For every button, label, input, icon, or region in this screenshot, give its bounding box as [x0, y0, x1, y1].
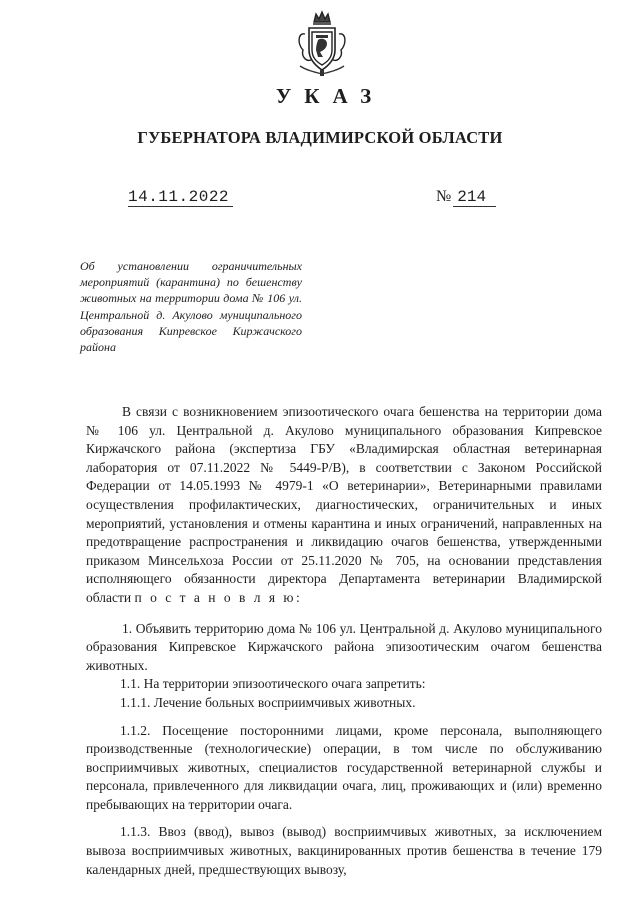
decree-subject: Об установлении ограничительных мероприятий (карантина) по бешенству животных на территории дома № 106 ул. Центральной д. Акулово муниципального образования Кипревское Киржачского района — [80, 259, 302, 355]
document-title: УКАЗ — [275, 84, 385, 108]
item-1-1-1: 1.1.1. Лечение больных восприимчивых животных. — [120, 694, 416, 710]
preamble-text: В связи с возникновением эпизоотического очага бешенства на территории дома № 106 ул. Центральной д. Акулово муниципального образования Кипревское Киржачского района (экспертиза ГБУ «Владимирская областная ветеринарная лаборатория от 07.11.2022 № 5449-Р/В), в соответствии с Законом Российской Федерации от 14.05.1993 № 4979-1 «О ветеринарии», Ветеринарными правилами осуществления профилактических, диагностических, ограничительных и иных мероприятий, установления и отмены карантина и иных ограничений, направленных на предотвращение распространения и ликвидацию очагов бешенства, утвержденными приказом Минсельхоза России от 25.11.2020 № 705, на основании представления исполняющего обязанности директора Департамента ветеринарии Владимирской области — [86, 404, 602, 605]
item-1-1: 1.1. На территории эпизоотического очага запретить: — [120, 676, 426, 692]
preamble-paragraph — [86, 403, 602, 608]
coat-of-arms-emblem — [296, 10, 348, 78]
number-sign: № — [436, 188, 452, 205]
decree-word: п о с т а н о в л я ю: — [134, 589, 303, 605]
decree-date: 14.11.2022 — [128, 188, 233, 207]
decree-number: 214 — [453, 188, 496, 207]
item-1-1-2: 1.1.2. Посещение посторонними лицами, кроме персонала, выполняющего производственные (технологические) операции, в том числе по обслуживанию восприимчивых животных, специалистов государственной ветеринарной службы и персонала, привлеченного для ликвидации очага, лиц, проживающих и (или) временно пребывающих на территории очага. — [86, 722, 602, 812]
decree-body — [86, 403, 602, 879]
item-1-1-3: 1.1.3. Ввоз (ввод), вывоз (вывод) восприимчивых животных, за исключением вывоза восприимчивых животных, вакцинированных против бешенства в течение 179 календарных дней, предшествующих вывозу, — [86, 824, 602, 877]
document-subtitle: ГУБЕРНАТОРА ВЛАДИМИРСКОЙ ОБЛАСТИ — [137, 128, 503, 147]
decree-number-field — [436, 188, 496, 206]
item-1: 1. Объявить территорию дома № 106 ул. Центральной д. Акулово муниципального образования Кипревское Киржачского района эпизоотическим очагом бешенства животных. — [86, 620, 602, 673]
